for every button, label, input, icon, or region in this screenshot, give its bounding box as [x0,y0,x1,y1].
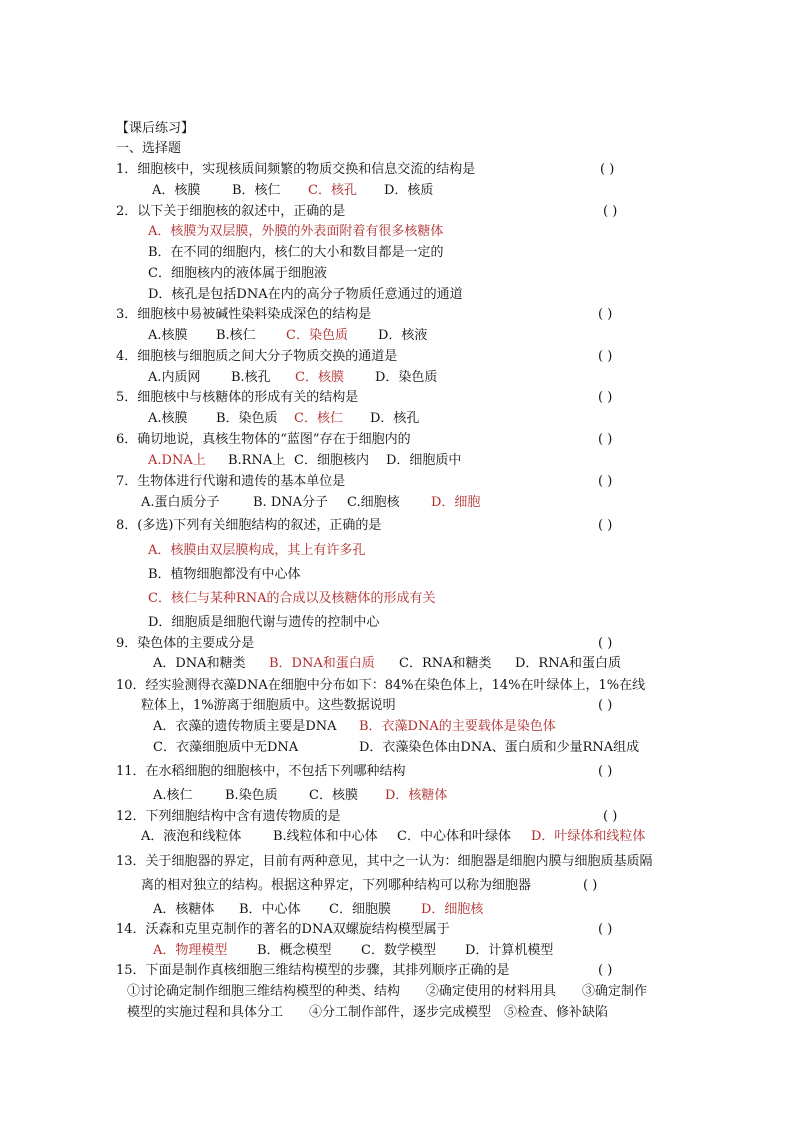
q3-option-d: D．核液 [378,328,428,343]
q10-options-row1 [153,718,556,736]
q13-stem-line2: 离的相对独立的结构。根据这种界定，下列哪种结构可以称为细胞器 [141,878,532,893]
q9-options [153,655,621,673]
q9-answer-blank: ( ) [598,636,613,651]
q4-options [148,369,437,387]
q9-option-a: A．DNA和糖类 [153,656,246,671]
q12-option-c: C．中心体和叶绿体 [397,829,511,844]
section-title: 【课后练习】 [116,121,195,136]
q7-option-b: B. DNA分子 [253,495,329,510]
q10-option-a: A．衣藻的遗传物质主要是DNA [153,719,337,734]
q3-options [148,327,427,345]
q3-option-a: A.核膜 [148,328,188,343]
q2-option-a: A．核膜为双层膜，外膜的外表面附着有很多核糖体 [148,224,444,239]
q9-option-d: D．RNA和蛋白质 [515,656,621,671]
q7-answer-blank: ( ) [598,474,613,489]
q3-stem: 3．细胞核中易被碱性染料染成深色的结构是 [116,307,372,322]
q4-option-b: B.核孔 [231,370,271,385]
q3-option-c: C．染色质 [286,328,348,343]
q14-option-c: C．数学模型 [361,943,436,958]
q2-option-b: B．在不同的细胞内，核仁的大小和数目都是一定的 [148,245,444,260]
q6-answer-blank: ( ) [598,432,613,447]
q12-options [141,828,645,846]
q11-options [153,787,447,805]
q12-option-d: D．叶绿体和线粒体 [531,829,646,844]
q10-answer-blank: ( ) [598,698,613,713]
q7-option-d: D．细胞 [431,495,481,510]
q14-options [153,942,553,960]
q6-option-c: C．细胞核内 [294,453,369,468]
q6-stem: 6．确切地说，真核生物体的“蓝图”存在于细胞内的 [116,432,411,447]
q11-option-d: D．核糖体 [385,788,448,803]
q6-option-d: D．细胞质中 [386,453,462,468]
q2-option-d: D．核孔是包括DNA在内的高分子物质任意通过的通道 [148,287,463,302]
q2-stem: 2．以下关于细胞核的叙述中，正确的是 [116,204,346,219]
q14-stem: 14．沃森和克里克制作的著名的DNA双螺旋结构模型属于 [116,922,450,937]
q11-answer-blank: ( ) [598,764,613,779]
q5-options [148,410,419,428]
q1-option-d: D．核质 [384,183,434,198]
q11-option-a: A.核仁 [153,788,193,803]
q4-option-d: D．染色质 [375,370,438,385]
q1-option-a: A．核膜 [152,183,201,198]
q7-option-c: C.细胞核 [347,495,400,510]
q6-option-b: B.RNA上 [228,453,286,468]
q4-stem: 4．细胞核与细胞质之间大分子物质交换的通道是 [116,349,398,364]
subsection-title: 一、选择题 [116,141,182,156]
q5-option-d: D．核孔 [370,411,420,426]
q1-option-b: B．核仁 [232,183,281,198]
q15-steps-line1: ①讨论确定制作细胞三维结构模型的种类、结构 ②确定使用的材料用具 ③确定制作 [127,984,648,999]
q8-option-b: B．植物细胞都没有中心体 [148,567,301,582]
q3-option-b: B.核仁 [216,328,256,343]
q7-stem: 7．生物体进行代谢和遗传的基本单位是 [116,474,346,489]
q8-option-d: D．细胞质是细胞代谢与遗传的控制中心 [148,615,380,630]
q11-option-c: C．核膜 [309,788,358,803]
q1-options [152,182,433,200]
q13-option-d: D．细胞核 [421,902,484,917]
q14-option-d: D．计算机模型 [465,943,554,958]
q6-options [148,452,461,470]
q12-option-a: A．液泡和线粒体 [141,829,242,844]
q1-option-c: C．核孔 [308,183,357,198]
q2-answer-blank: ( ) [603,204,618,219]
q9-option-b: B．DNA和蛋白质 [269,656,375,671]
q8-option-a: A．核膜由双层膜构成，其上有许多孔 [148,543,366,558]
q6-option-a: A.DNA上 [148,453,206,468]
q10-stem-line1: 10．经实验测得衣藻DNA在细胞中分布如下：84%在染色体上，14%在叶绿体上，1%在线 [116,678,646,693]
q13-option-a: A．核糖体 [153,902,215,917]
q13-option-b: B．中心体 [239,902,301,917]
q14-option-b: B．概念模型 [257,943,332,958]
q3-answer-blank: ( ) [598,307,613,322]
q5-option-a: A.核膜 [148,411,188,426]
q13-answer-blank: ( ) [583,878,598,893]
q5-stem: 5．细胞核中与核糖体的形成有关的结构是 [116,390,359,405]
q11-stem: 11．在水稻细胞的细胞核中，不包括下列哪种结构 [116,764,406,779]
q12-stem: 12．下列细胞结构中含有遗传物质的是 [116,809,341,824]
q7-option-a: A.蛋白质分子 [141,495,220,510]
q10-option-c: C．衣藻细胞质中无DNA [153,740,299,755]
q5-option-b: B．染色质 [216,411,278,426]
q4-option-a: A.内质网 [148,370,201,385]
q5-answer-blank: ( ) [598,390,613,405]
q7-options [141,494,480,512]
q13-options [153,901,483,919]
q4-answer-blank: ( ) [598,349,613,364]
q15-steps-line2: 模型的实施过程和具体分工 ④分工制作部件，逐步完成模型 ⑤检查、修补缺陷 [127,1005,609,1020]
q5-option-c: C．核仁 [294,411,343,426]
q15-answer-blank: ( ) [598,963,613,978]
q9-option-c: C．RNA和糖类 [399,656,492,671]
q10-stem-line2: 粒体上，1%游离于细胞质中。这些数据说明 [141,698,396,713]
q10-option-b: B．衣藻DNA的主要载体是染色体 [359,719,556,734]
q10-option-d: D．衣藻染色体由DNA、蛋白质和少量RNA组成 [359,740,640,755]
q8-answer-blank: ( ) [598,518,613,533]
q2-option-c: C．细胞核内的液体属于细胞液 [148,266,327,281]
q12-option-b: B.线粒体和中心体 [273,829,378,844]
q13-stem-line1: 13．关于细胞器的界定，目前有两种意见，其中之一认为：细胞器是细胞内膜与细胞质基质隔 [116,854,653,869]
q14-answer-blank: ( ) [598,922,613,937]
q10-options-row2 [153,739,639,757]
q11-option-b: B.染色质 [225,788,278,803]
q14-option-a: A．物理模型 [153,943,228,958]
q9-stem: 9．染色体的主要成分是 [116,636,255,651]
q13-option-c: C．细胞膜 [329,902,391,917]
q1-stem: 1．细胞核中，实现核质间频繁的物质交换和信息交流的结构是 [116,162,476,177]
q4-option-c: C．核膜 [295,370,344,385]
q8-option-c: C．核仁与某种RNA的合成以及核糖体的形成有关 [148,591,436,606]
q1-answer-blank: ( ) [600,162,615,177]
q15-stem: 15．下面是制作真核细胞三维结构模型的步骤，其排列顺序正确的是 [116,963,510,978]
q8-stem: 8．(多选)下列有关细胞结构的叙述，正确的是 [116,518,382,533]
q12-answer-blank: ( ) [603,809,618,824]
